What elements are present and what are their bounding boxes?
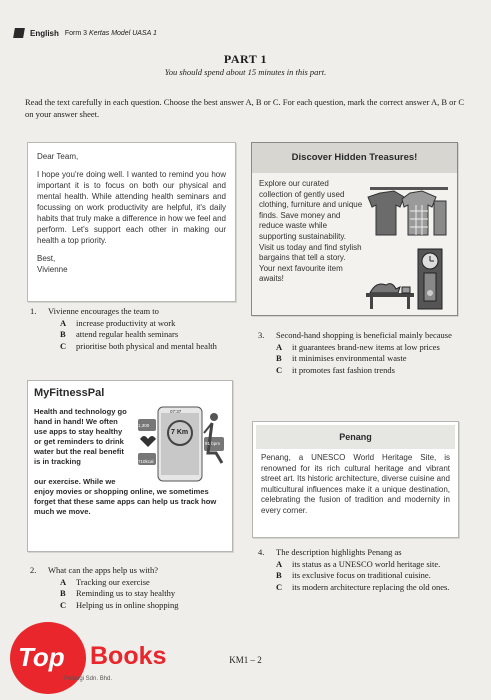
q1-option-c: C prioritise both physical and mental health: [60, 340, 217, 351]
grandfather-clock-icon: [414, 247, 446, 311]
form-label: [65, 30, 157, 37]
q4-option-b-text: its exclusive focus on traditional cuisine.: [292, 570, 431, 580]
second-hand-ad: [251, 142, 458, 316]
topbooks-logo-icon: [8, 618, 198, 698]
q3-number: 3.: [258, 330, 265, 340]
mfp-text-1: Health and technology go hand in hand! We often use apps to stay healthy or get reminders to drink water but the real benefit is in tracking: [34, 407, 127, 466]
letter-card: [27, 142, 236, 302]
q4-option-a-text: its status as a UNESCO world heritage site.: [292, 558, 441, 569]
part-subtitle: You should spend about 15 minutes in this part.: [164, 67, 327, 77]
question-3: [258, 330, 463, 376]
letter-greeting: Dear Team,: [37, 152, 79, 161]
mfp-text-3: enjoy movies or shopping online, we sometimes forget that these same apps can help us track how much we move.: [34, 487, 217, 516]
q4-option-c-text: its modern architecture replacing the old ones.: [292, 581, 450, 592]
page-number: KM1 – 2: [229, 655, 262, 665]
q4-option-c: C its modern architecture replacing the old ones.: [276, 581, 450, 592]
q2-option-a: A Tracking our exercise: [60, 576, 150, 587]
fitness-app-card: [27, 380, 233, 552]
q2-option-b-text: Reminding us to stay healthy: [76, 588, 176, 598]
topbooks-watermark: [8, 618, 198, 698]
q1-option-a-text: increase productivity at work: [76, 317, 176, 328]
penang-card: [252, 421, 459, 538]
subject-label: English: [30, 28, 59, 38]
screen-time: 07:37: [170, 409, 182, 414]
publisher-name: Pelangi Sdn. Bhd.: [64, 676, 113, 682]
ad-text: Explore our curated collection of gently used clothing, furniture and unique finds. Save money and reduce waste while supporting sustainability. Visit us today and find stylish bargains that tell a story. Your next favourite item awaits!: [259, 179, 363, 284]
question-2: [30, 565, 240, 611]
publisher-logo-icon: [13, 28, 25, 38]
q2-option-c-text: Helping us in online shopping: [76, 599, 179, 610]
screen-bpm: 91 bpm: [205, 441, 221, 446]
series-label: Kertas Model UASA 1: [89, 29, 157, 37]
q1-number: 1.: [30, 306, 37, 316]
q3-option-b: B it minimises environmental waste: [276, 353, 407, 363]
q2-option-b: B Reminding us to stay healthy: [60, 588, 176, 598]
q4-number: 4.: [258, 547, 265, 557]
q2-number: 2.: [30, 565, 37, 575]
form-number: Form 3: [64, 29, 88, 37]
question-1: [30, 306, 240, 352]
q3-option-b-text: it minimises environmental waste: [292, 353, 407, 363]
page-header: [14, 28, 157, 38]
svg-text:Books: Books: [90, 642, 167, 670]
q3-option-a: A it guarantees brand-new items at low prices: [276, 341, 440, 352]
table-teapot-icon: [362, 271, 418, 311]
letter-closing: Best,: [37, 254, 56, 263]
q1-option-b: B attend regular health seminars: [60, 329, 179, 339]
q3-option-c: C it promotes fast fashion trends: [276, 364, 395, 375]
part-title: PART 1: [223, 52, 268, 66]
q2-option-a-text: Tracking our exercise: [76, 576, 150, 587]
q2-stem: What can the apps help us with?: [48, 565, 158, 575]
q3-option-c-text: it promotes fast fashion trends: [292, 364, 395, 375]
penang-title: Penang: [256, 425, 455, 449]
q4-stem: The description highlights Penang as: [276, 547, 402, 557]
q3-option-a-text: it guarantees brand-new items at low prices: [292, 341, 440, 352]
ad-title: Discover Hidden Treasures!: [252, 143, 457, 173]
q3-stem: Second-hand shopping is beneficial mainly because: [276, 330, 452, 340]
q4-option-a: A its status as a UNESCO world heritage site.: [276, 558, 441, 569]
q1-option-b-text: attend regular health seminars: [76, 329, 179, 339]
mfp-text-2: our exercise. While we: [34, 477, 116, 486]
svg-text:Top: Top: [18, 642, 65, 672]
q1-option-a: A increase productivity at work: [60, 317, 176, 328]
q2-option-c: C Helping us in online shopping: [60, 599, 179, 610]
screen-km: 7 Km: [171, 429, 189, 436]
instructions: Read the text carefully in each question. Choose the best answer A, B or C. For each question, mark the correct answer A, B or C on your answer sheet.: [25, 97, 465, 119]
screen-kcal: 710kcal: [138, 459, 154, 464]
mfp-title: MyFitnessPal: [34, 387, 105, 399]
q1-stem: Vivienne encourages the team to: [48, 306, 159, 316]
q1-option-c-text: prioritise both physical and mental health: [76, 340, 217, 351]
clothing-rack-icon: [366, 183, 452, 245]
letter-name: Vivienne: [37, 265, 68, 274]
letter-body: I hope you're doing well. I wanted to remind you how important it is to focus on both our physical and mental health. While attending health seminars and focussing on work productivity are helpful, it's daily habits that truly make a difference in how we feel and perform. Let's support each other in making our health a top priority.: [37, 170, 226, 245]
q4-option-b: B its exclusive focus on traditional cuisine.: [276, 570, 431, 580]
screen-steps: 1,300: [138, 423, 150, 428]
penang-text: Penang, a UNESCO World Heritage Site, is renowned for its rich cultural heritage and vibrant street art. Its historic architecture, diverse cuisine and multicultural influences make it a unique destination, celebrating the fusion of tradition and modernity in every corner.: [261, 453, 450, 515]
question-4: [258, 547, 463, 593]
